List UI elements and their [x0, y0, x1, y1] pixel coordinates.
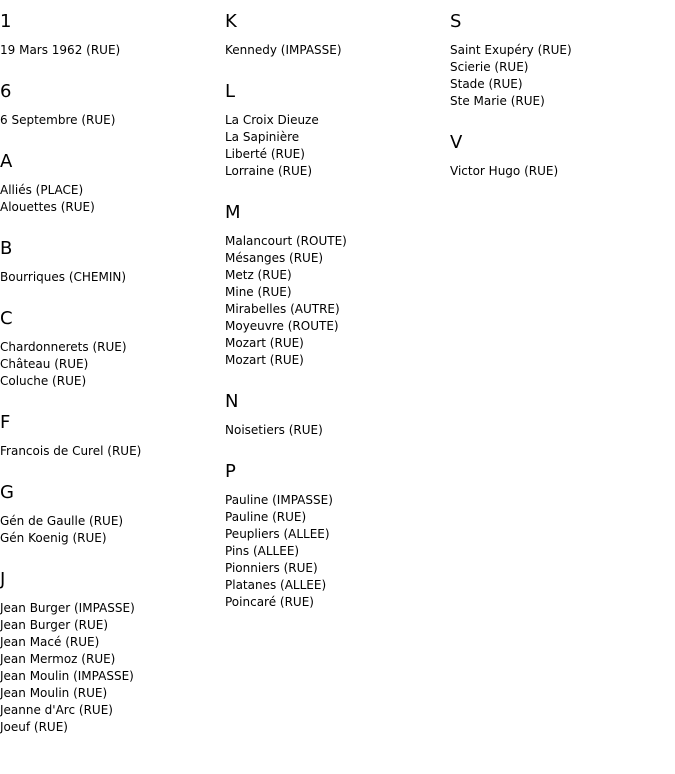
- street-list: [0, 112, 225, 129]
- street-link[interactable]: Jean Macé (RUE): [0, 635, 100, 649]
- street-list-item: [0, 356, 225, 373]
- street-list: [225, 112, 450, 180]
- street-list-item: [225, 42, 450, 59]
- street-index-column: [225, 11, 450, 633]
- street-list-item: [0, 651, 225, 668]
- street-link[interactable]: Château (RUE): [0, 357, 89, 371]
- letter-group: [0, 238, 225, 286]
- street-list-item: [225, 250, 450, 267]
- street-link[interactable]: 19 Mars 1962 (RUE): [0, 43, 121, 57]
- street-list-item: [225, 352, 450, 369]
- street-list-item: [450, 59, 675, 76]
- street-link[interactable]: Lorraine (RUE): [225, 164, 313, 178]
- street-list: [0, 269, 225, 286]
- street-list: [0, 513, 225, 547]
- street-list-item: [0, 112, 225, 129]
- street-list-item: [225, 267, 450, 284]
- letter-heading: S: [450, 11, 462, 32]
- letter-heading: 1: [0, 11, 12, 32]
- street-list-item: [225, 284, 450, 301]
- street-list-item: [225, 335, 450, 352]
- street-link[interactable]: Mozart (RUE): [225, 336, 304, 350]
- street-list: [0, 600, 225, 736]
- letter-group: [225, 202, 450, 369]
- street-list: [225, 42, 450, 59]
- street-list-item: [450, 93, 675, 110]
- letter-heading: N: [225, 391, 239, 412]
- street-list: [450, 163, 675, 180]
- street-link[interactable]: Pauline (RUE): [225, 510, 307, 524]
- street-index-column: [0, 11, 225, 758]
- street-link[interactable]: Jean Mermoz (RUE): [0, 652, 116, 666]
- street-list-item: [0, 685, 225, 702]
- street-link[interactable]: Moyeuvre (ROUTE): [225, 319, 339, 333]
- street-list-item: [225, 112, 450, 129]
- street-list-item: [225, 301, 450, 318]
- street-list-item: [225, 594, 450, 611]
- street-list-item: [225, 543, 450, 560]
- letter-group: [450, 132, 675, 180]
- street-list-item: [0, 634, 225, 651]
- letter-group: [225, 391, 450, 439]
- street-list-item: [0, 668, 225, 685]
- letter-heading: A: [0, 151, 13, 172]
- street-link[interactable]: Mine (RUE): [225, 285, 292, 299]
- street-list-item: [225, 233, 450, 250]
- street-list-item: [225, 577, 450, 594]
- street-list-item: [225, 492, 450, 509]
- street-link[interactable]: Chardonnerets (RUE): [0, 340, 127, 354]
- street-list: [0, 339, 225, 390]
- letter-heading: B: [0, 238, 13, 259]
- street-link[interactable]: Peupliers (ALLEE): [225, 527, 330, 541]
- street-link[interactable]: Platanes (ALLEE): [225, 578, 327, 592]
- street-link[interactable]: Bourriques (CHEMIN): [0, 270, 127, 284]
- street-link[interactable]: Alliés (PLACE): [0, 183, 84, 197]
- street-list-item: [225, 129, 450, 146]
- letter-group: [225, 461, 450, 611]
- street-link[interactable]: Gén de Gaulle (RUE): [0, 514, 124, 528]
- letter-group: [0, 11, 225, 59]
- street-list-item: [225, 526, 450, 543]
- letter-group: [0, 569, 225, 736]
- street-link[interactable]: La Sapinière: [225, 130, 300, 144]
- street-link[interactable]: Mozart (RUE): [225, 353, 304, 367]
- street-list-item: [225, 146, 450, 163]
- street-list: [225, 492, 450, 611]
- street-list-item: [0, 373, 225, 390]
- street-list-item: [450, 76, 675, 93]
- street-list-item: [225, 163, 450, 180]
- street-list: [450, 42, 675, 110]
- street-link[interactable]: Noisetiers (RUE): [225, 423, 323, 437]
- street-list-item: [0, 42, 225, 59]
- street-link[interactable]: Ste Marie (RUE): [450, 94, 545, 108]
- letter-heading: F: [0, 412, 11, 433]
- street-list: [225, 422, 450, 439]
- letter-group: [0, 412, 225, 460]
- street-link[interactable]: Jean Moulin (RUE): [0, 686, 108, 700]
- street-list: [0, 443, 225, 460]
- street-list-item: [0, 443, 225, 460]
- street-link[interactable]: Kennedy (IMPASSE): [225, 43, 342, 57]
- letter-group: [0, 482, 225, 547]
- street-link[interactable]: Pauline (IMPASSE): [225, 493, 333, 507]
- street-index-column: [450, 11, 675, 202]
- street-link[interactable]: 6 Septembre (RUE): [0, 113, 116, 127]
- street-link[interactable]: Victor Hugo (RUE): [450, 164, 559, 178]
- street-list-item: [225, 560, 450, 577]
- street-link[interactable]: Jean Moulin (IMPASSE): [0, 669, 134, 683]
- street-link[interactable]: Jean Burger (RUE): [0, 618, 109, 632]
- letter-heading: L: [225, 81, 236, 102]
- street-link[interactable]: Scierie (RUE): [450, 60, 529, 74]
- street-link[interactable]: Joeuf (RUE): [0, 720, 68, 734]
- letter-heading: P: [225, 461, 236, 482]
- letter-heading: G: [0, 482, 14, 503]
- street-link[interactable]: Mésanges (RUE): [225, 251, 324, 265]
- letter-heading: J: [0, 569, 6, 590]
- street-list-item: [0, 530, 225, 547]
- street-list-item: [0, 513, 225, 530]
- letter-heading: 6: [0, 81, 12, 102]
- street-link[interactable]: Mirabelles (AUTRE): [225, 302, 340, 316]
- street-link[interactable]: Poincaré (RUE): [225, 595, 314, 609]
- street-list-item: [0, 600, 225, 617]
- letter-group: [0, 308, 225, 390]
- street-link[interactable]: Malancourt (ROUTE): [225, 234, 347, 248]
- street-link[interactable]: Stade (RUE): [450, 77, 523, 91]
- letter-group: [0, 151, 225, 216]
- street-link[interactable]: Liberté (RUE): [225, 147, 305, 161]
- street-list-item: [0, 182, 225, 199]
- street-list-item: [0, 719, 225, 736]
- letter-heading: K: [225, 11, 237, 32]
- street-list-item: [0, 617, 225, 634]
- street-list-item: [450, 163, 675, 180]
- letter-group: [0, 81, 225, 129]
- street-link[interactable]: Gén Koenig (RUE): [0, 531, 107, 545]
- street-link[interactable]: Jean Burger (IMPASSE): [0, 601, 135, 615]
- street-link[interactable]: Pionniers (RUE): [225, 561, 318, 575]
- letter-group: [225, 11, 450, 59]
- street-link[interactable]: Metz (RUE): [225, 268, 292, 282]
- letter-group: [225, 81, 450, 180]
- street-link[interactable]: La Croix Dieuze: [225, 113, 319, 127]
- street-list-item: [225, 509, 450, 526]
- letter-heading: C: [0, 308, 13, 329]
- street-list-item: [0, 269, 225, 286]
- street-list-item: [225, 318, 450, 335]
- street-link[interactable]: Saint Exupéry (RUE): [450, 43, 572, 57]
- letter-group: [450, 11, 675, 110]
- street-list-item: [0, 199, 225, 216]
- street-link[interactable]: Francois de Curel (RUE): [0, 444, 142, 458]
- street-list-item: [0, 702, 225, 719]
- street-list: [225, 233, 450, 369]
- street-link[interactable]: Pins (ALLEE): [225, 544, 300, 558]
- letter-heading: M: [225, 202, 241, 223]
- street-list: [0, 182, 225, 216]
- street-link[interactable]: Coluche (RUE): [0, 374, 87, 388]
- street-list-item: [450, 42, 675, 59]
- street-list: [0, 42, 225, 59]
- street-list-item: [225, 422, 450, 439]
- letter-heading: V: [450, 132, 463, 153]
- street-link[interactable]: Jeanne d'Arc (RUE): [0, 703, 113, 717]
- street-link[interactable]: Alouettes (RUE): [0, 200, 95, 214]
- street-list-item: [0, 339, 225, 356]
